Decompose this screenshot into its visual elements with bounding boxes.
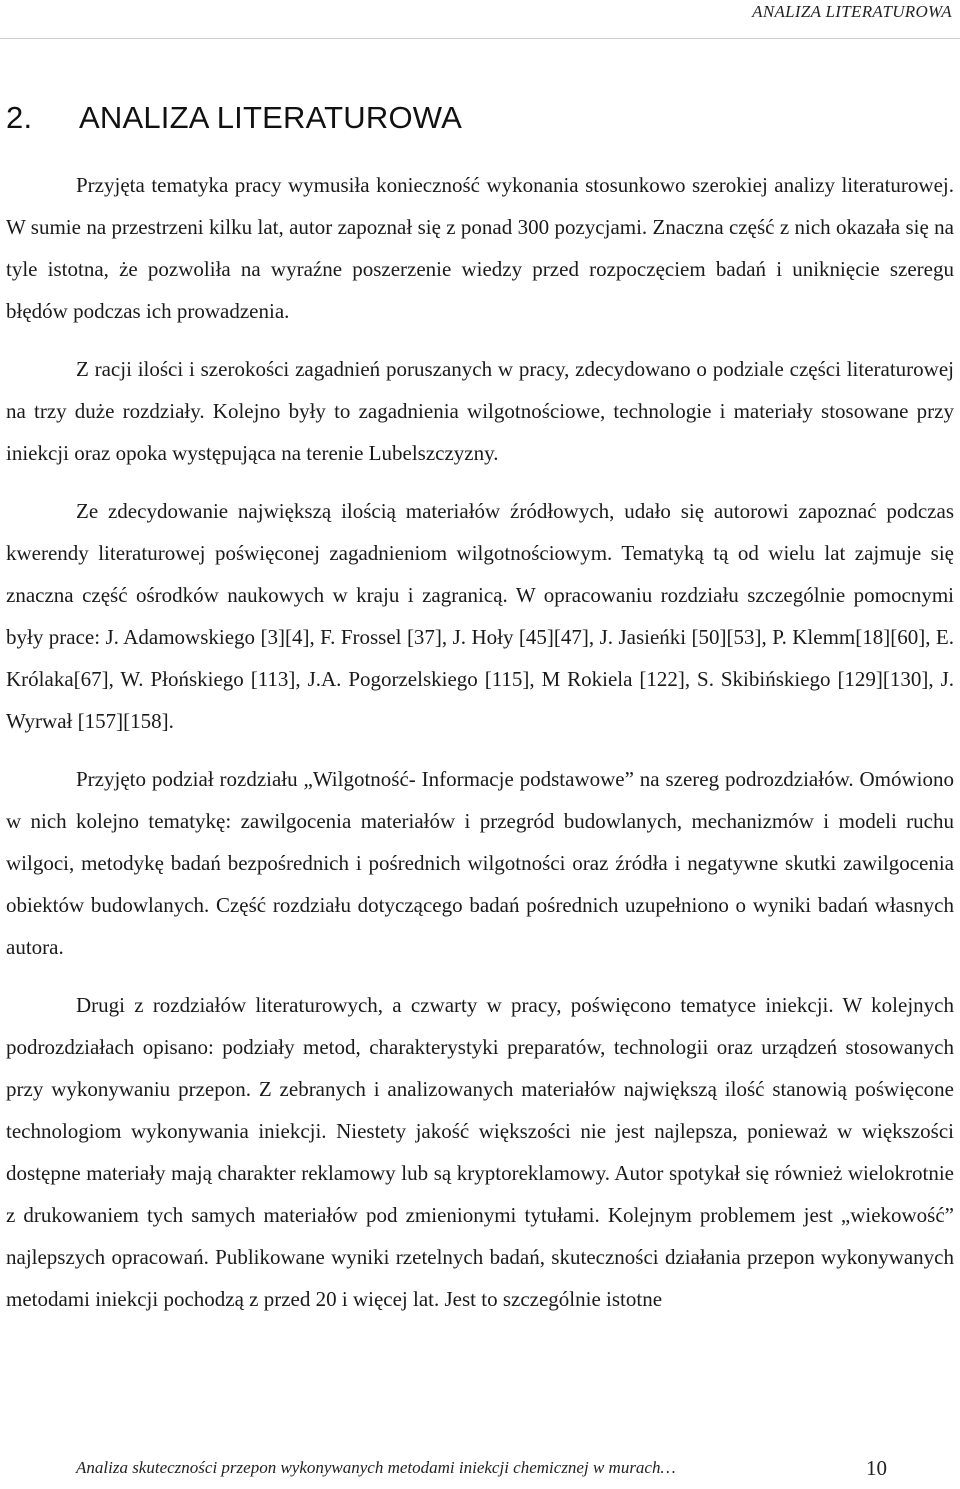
- paragraph-5: Drugi z rozdziałów literaturowych, a czwarty w pracy, poświęcono tematyce iniekcji. W kolejnych podrozdziałach opisano: podziały metod, charakterystyki preparatów, technologii oraz urządzeń stosowanych przy wykonywaniu przepon. Z zebranych i analizowanych materiałów największą ilość stanowią poświęcone technologiom wykonywania iniekcji. Niestety jakość większości nie jest najlepsza, ponieważ w większości dostępne materiały mają charakter reklamowy lub są kryptoreklamowy. Autor spotykał się również wielokrotnie z drukowaniem tych samych materiałów pod zmienionymi tytułami. Kolejnym problemem jest „wiekowość” najlepszych opracowań. Publikowane wyniki rzetelnych badań, skuteczności działania przepon wykonywanych metodami iniekcji pochodzą z przed 20 i więcej lat. Jest to szczególnie istotne: [6, 993, 954, 1311]
- paragraph-3: Ze zdecydowanie największą ilością materiałów źródłowych, udało się autorowi zapoznać podczas kwerendy literaturowej poświęconej zagadnieniom wilgotnościowym. Tematyką tą od wielu lat zajmuje się znaczna część ośrodków naukowych w kraju i zagranicą. W opracowaniu rozdziału szczególnie pomocnymi były prace: J. Adamowskiego [3][4], F. Frossel [37], J. Hoły [45][47], J. Jasieńki [50][53], P. Klemm[18][60], E. Królaka[67], W. Płońskiego [113], J.A. Pogorzelskiego [115], M Rokiela [122], S. Skibińskiego [129][130], J. Wyrwał [157][158].: [6, 499, 954, 733]
- chapter-title-text: ANALIZA LITERATUROWA: [79, 100, 462, 135]
- paragraph-2: Z racji ilości i szerokości zagadnień poruszanych w pracy, zdecydowano o podziale części literaturowej na trzy duże rozdziały. Kolejno były to zagadnienia wilgotnościowe, technologie i materiały stosowane przy iniekcji oraz opoka występująca na terenie Lubelszczyzny.: [6, 357, 954, 465]
- paragraph-1: Przyjęta tematyka pracy wymusiła konieczność wykonania stosunkowo szerokiej analizy literaturowej. W sumie na przestrzeni kilku lat, autor zapoznał się z ponad 300 pozycjami. Znaczna część z nich okazała się na tyle istotna, że pozwoliła na wyraźne poszerzenie wiedzy przed rozpoczęciem badań i uniknięcie szeregu błędów podczas ich prowadzenia.: [6, 173, 954, 323]
- chapter-number: 2.: [6, 100, 33, 135]
- paragraph-4: Przyjęto podział rozdziału „Wilgotność- Informacje podstawowe” na szereg podrozdziałów. Omówiono w nich kolejno tematykę: zawilgocenia materiałów i przegród budowlanych, mechanizmów i modeli ruchu wilgoci, metodykę badań bezpośrednich i pośrednich wilgotności oraz źródła i negatywne skutki zawilgocenia obiektów budowlanych. Część rozdziału dotyczącego badań pośrednich uzupełniono o wyniki badań własnych autora.: [6, 767, 954, 959]
- chapter-title: [6, 100, 462, 136]
- page-number: 10: [866, 1456, 887, 1480]
- footer-title: Analiza skuteczności przepon wykonywanych metodami iniekcji chemicznej w murach…: [76, 1458, 676, 1477]
- header-divider: [0, 38, 960, 39]
- running-header: ANALIZA LITERATUROWA: [752, 2, 952, 21]
- body-text: [6, 164, 954, 1336]
